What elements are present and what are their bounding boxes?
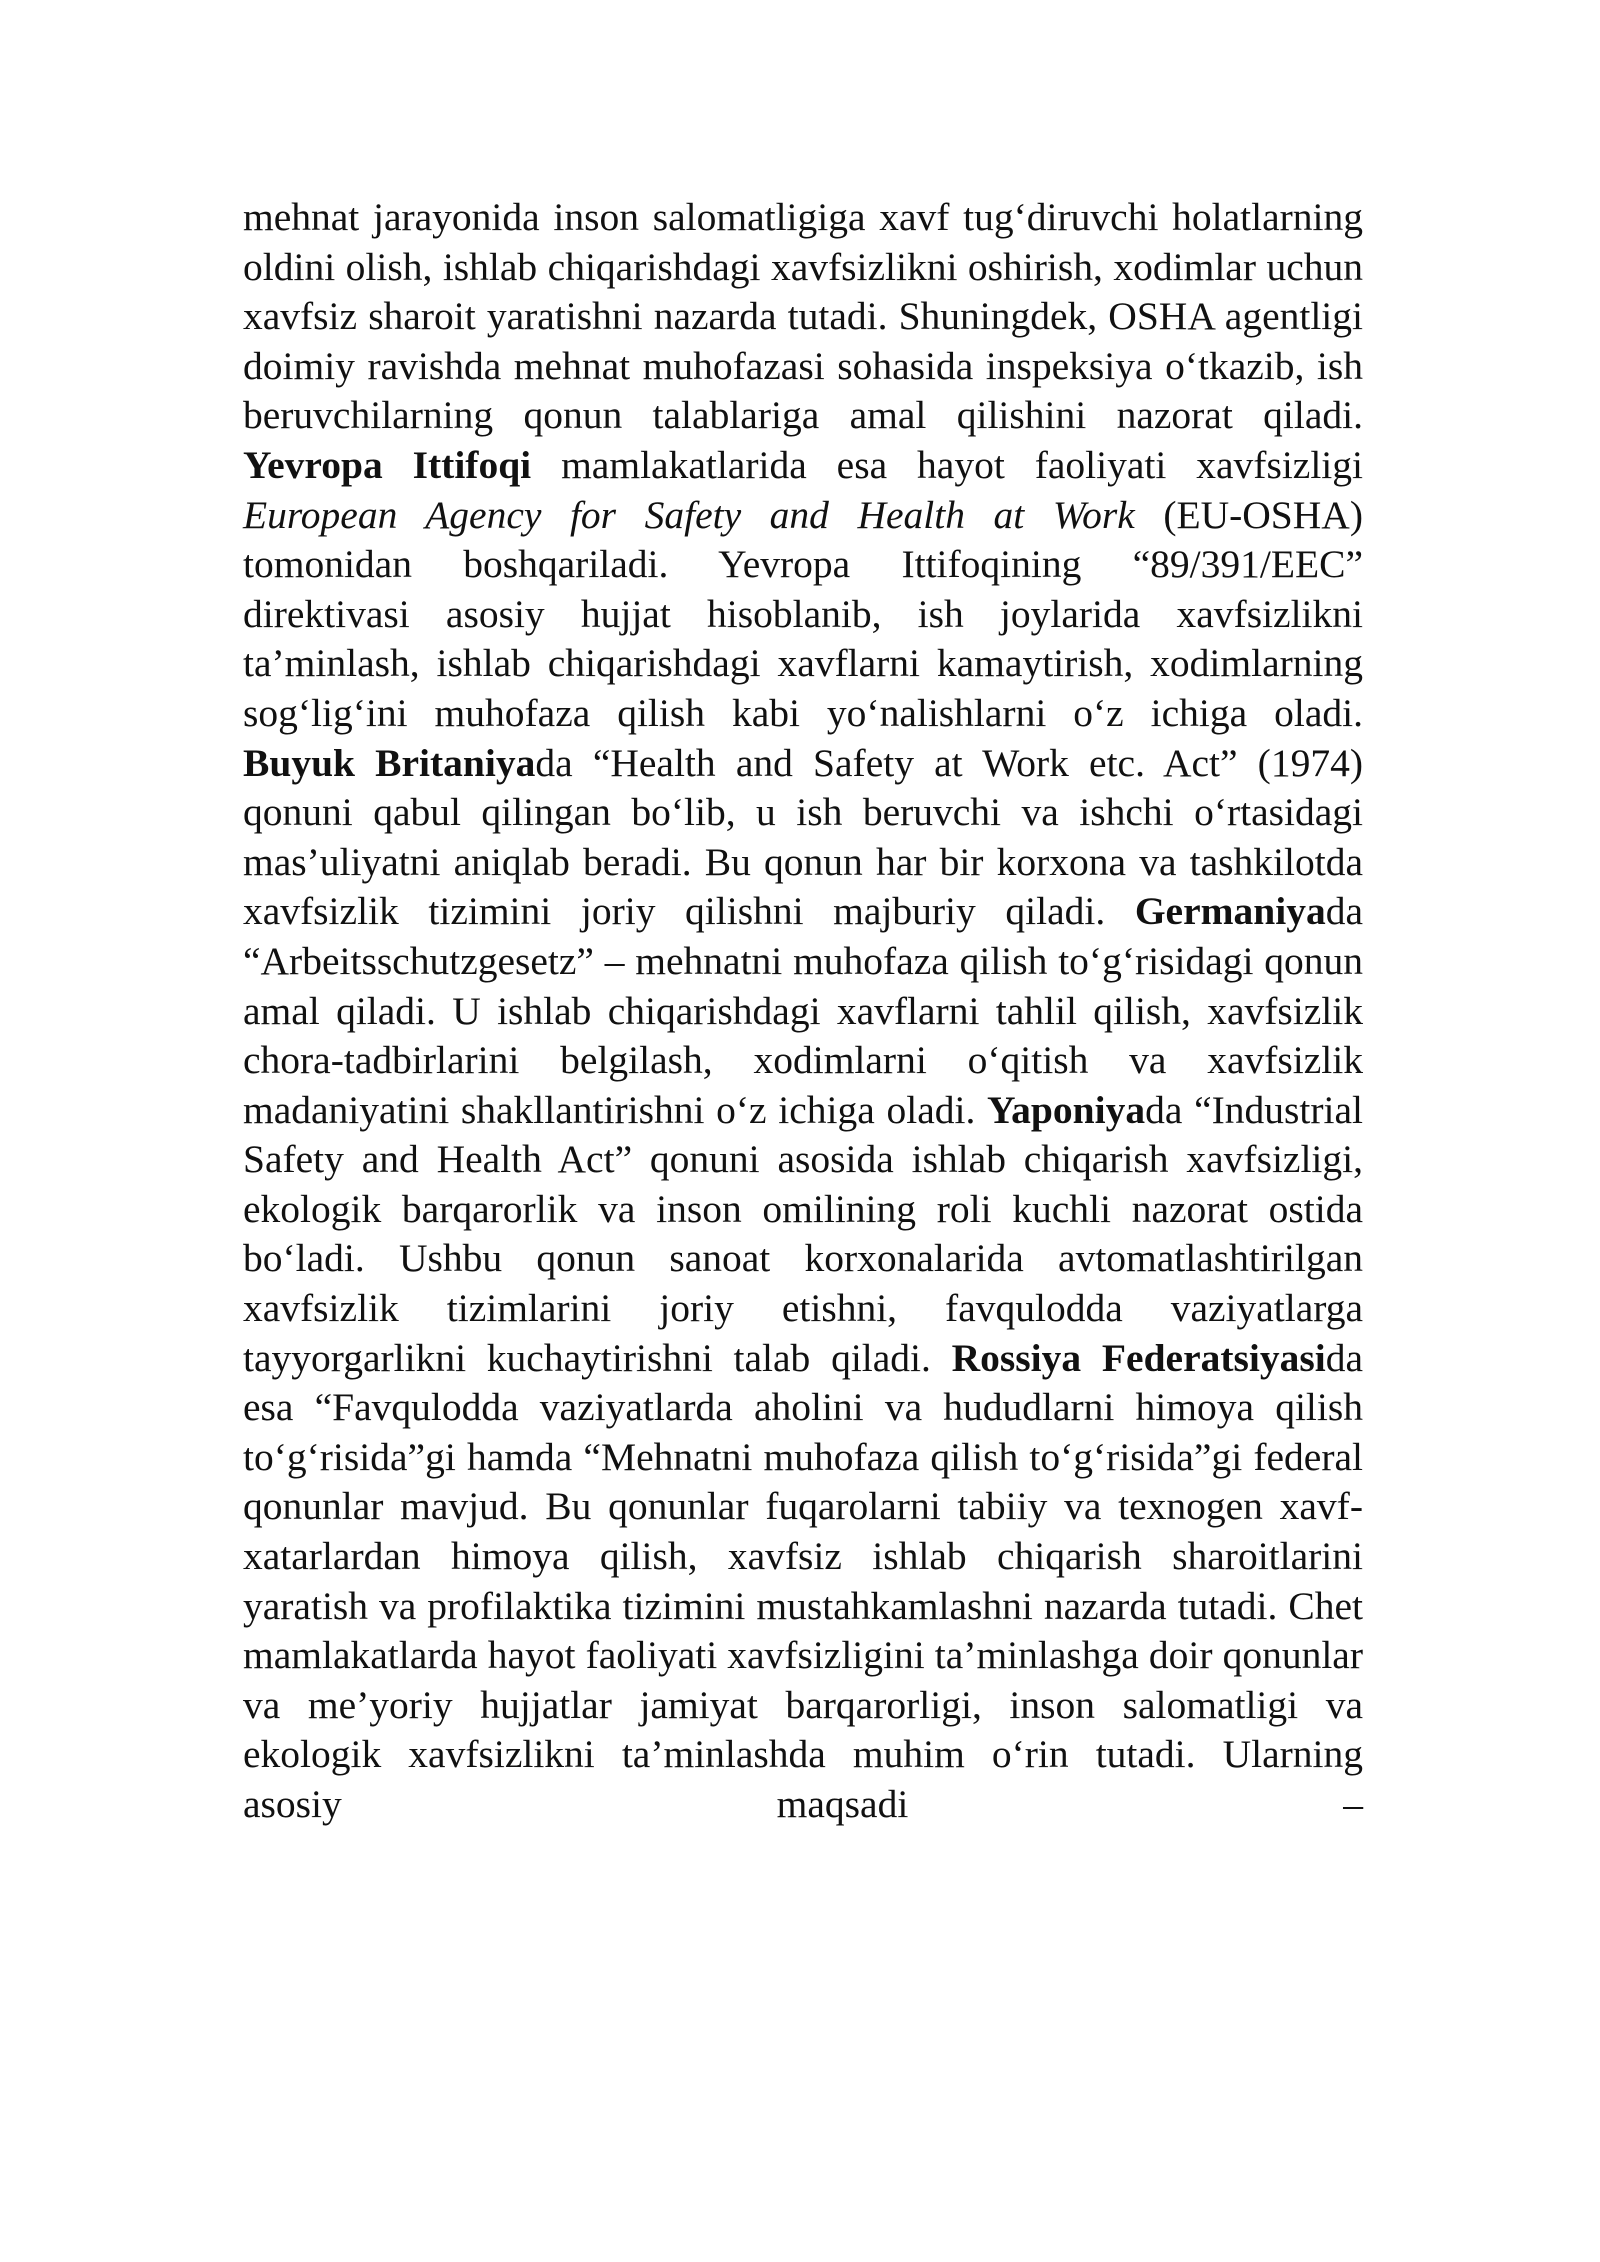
text-segment: da “Industrial Safety and Health Act” qonuni asosida ishlab chiqarish xavfsizligi, ekologik barqarorlik va inson omilining roli kuchli nazorat ostida bo‘ladi. Ushbu qonun sanoat korxonalarida avtomatlashtirilgan xavfsizlik tizimlarini joriy etishni, favqulodda vaziyatlarga tayyorgarlikni kuchaytirishni talab qiladi. [243, 1087, 1363, 1380]
text-segment: (EU-OSHA) tomonidan boshqariladi. Yevropa Ittifoqining “89/391/EEC” direktivasi asosiy hujjat hisoblanib, ish joylarida xavfsizlikni ta’minlash, ishlab chiqarishdagi xavflarni kamaytirish, xodimlarning sog‘lig‘ini muhofaza qilish kabi yo‘nalishlarni o‘z ichiga oladi. [243, 492, 1363, 735]
text-segment: mehnat jarayonida inson salomatligiga xavf tug‘diruvchi holatlarning oldini olish, ishlab chiqarishdagi xavfsizlikni oshirish, xodimlar uchun xavfsiz sharoit yaratishni nazarda tutadi. Shuningdek, OSHA agentligi doimiy ravishda mehnat muhofazasi sohasida inspeksiya o‘tkazib, ish beruvchilarning qonun talablariga amal qilishini nazorat qiladi. [243, 195, 1363, 438]
text-segment: mamlakatlarida esa hayot faoliyati xavfsizligi [531, 442, 1363, 487]
agency-name-italic: European Agency for Safety and Health at Work [243, 492, 1135, 537]
document-page [243, 193, 1363, 1830]
country-highlight-japan: Yaponiya [987, 1087, 1146, 1132]
text-segment: da “Arbeitsschutzgesetz” – mehnatni muhofaza qilish to‘g‘risidagi qonun amal qiladi. U ishlab chiqarishdagi xavflarni tahlil qilish, xavfsizlik chora-tadbirlarini belgilash, xodimlarni o‘qitish va xavfsizlik madaniyatini shakllantirishni o‘z ichiga oladi. [243, 889, 1363, 1132]
text-segment: da esa “Favqulodda vaziyatlarda aholini va hududlarni himoya qilish to‘g‘risida”gi hamda “Mehnatni muhofaza qilish to‘g‘risida”gi federal qonunlar mavjud. Bu qonunlar fuqarolarni tabiiy va texnogen xavf-xatarlardan himoya qilish, xavfsiz ishlab chiqarish sharoitlarini yaratish va profilaktika tizimini mustahkamlashni nazarda tutadi. Chet mamlakatlarda hayot faoliyati xavfsizligini ta’minlashga doir qonunlar va me’yoriy hujjatlar jamiyat barqarorligi, inson salomatligi va ekologik xavfsizlikni ta’minlashda muhim o‘rin tutadi. Ularning asosiy maqsadi – [243, 1335, 1363, 1826]
text-segment: da “Health and Safety at Work etc. Act” (1974) qonuni qabul qilingan bo‘lib, u ish beruvchi va ishchi o‘rtasidagi mas’uliyatni aniqlab beradi. Bu qonun har bir korxona va tashkilotda xavfsizlik tizimini joriy qilishni majburiy qiladi. [243, 740, 1363, 934]
country-highlight-russia: Rossiya Federatsiyasi [951, 1335, 1326, 1380]
body-paragraph [243, 193, 1363, 1830]
country-highlight-germany: Germaniya [1134, 889, 1326, 934]
country-highlight-eu: Yevropa Ittifoqi [243, 442, 532, 487]
country-highlight-uk: Buyuk Britaniya [243, 740, 536, 785]
